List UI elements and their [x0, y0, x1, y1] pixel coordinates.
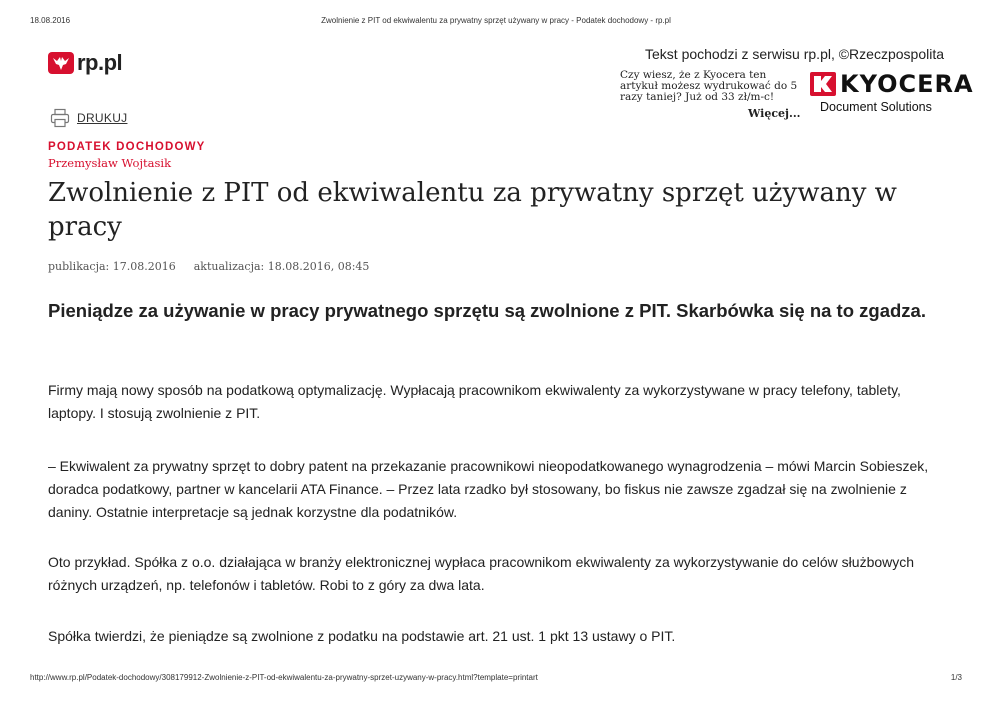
- ad-text[interactable]: Czy wiesz, że z Kyocera ten artykuł możesz wydrukować do 5 razy taniej? Już od 33 zł/m-c!: [620, 69, 798, 103]
- updated-date: aktualizacja: 18.08.2016, 08:45: [193, 260, 370, 273]
- article-paragraph: Firmy mają nowy sposób na podatkową optymalizację. Wypłacają pracownikom ekwiwalenty za wykorzystywane w pracy telefony, tablety, laptopy. I stosują zwolnienie z PIT.: [48, 382, 901, 421]
- article-paragraph: – Ekwiwalent za prywatny sprzęt to dobry patent na przekazanie pracownikowi nieopodatkowanego wynagrodzenia – mówi Marcin Sobieszek, doradca podatkowy, partner w kancelarii ATA Finance. – Przez lata rzadko był stosowany, bo fiskus nie zawsze zgadzał się na zwolnienie z daniny. Ostatnie interpretacje są jednak korzystne dla podatników.: [48, 458, 929, 520]
- logo-text: rp.pl: [77, 50, 123, 75]
- article-dates: [48, 260, 369, 273]
- kyocera-logo[interactable]: [810, 70, 974, 114]
- print-date: 18.08.2016: [30, 16, 71, 25]
- page-number: 1/3: [950, 673, 962, 682]
- article-category[interactable]: PODATEK DOCHODOWY: [48, 141, 206, 153]
- ad-more-link[interactable]: Więcej...: [748, 107, 801, 120]
- eagle-icon: [48, 52, 74, 74]
- source-note: Tekst pochodzi z serwisu rp.pl, ©Rzeczpospolita: [645, 46, 944, 62]
- article-title: Zwolnienie z PIT od ekwiwalentu za prywatny sprzęt używany w pracy: [48, 178, 897, 242]
- article-paragraph: Oto przykład. Spółka z o.o. działająca w branży elektronicznej wypłaca pracownikom ekwiwalenty za wykorzystywanie do celów służbowych różnych urządzeń, np. telefonów i tabletów. Robi to z góry za dwa lata.: [48, 554, 915, 593]
- rp-logo[interactable]: [48, 50, 122, 76]
- article-paragraph: Spółka twierdzi, że pieniądze są zwolnione z podatku na podstawie art. 21 ust. 1 pkt 13 ustawy o PIT.: [48, 628, 676, 644]
- kyocera-sub: Document Solutions: [820, 100, 932, 114]
- published-date: publikacja: 17.08.2016: [48, 260, 176, 273]
- printer-icon: [50, 108, 70, 128]
- print-url: http://www.rp.pl/Podatek-dochodowy/308179912-Zwolnienie-z-PIT-od-ekwiwalentu-za-prywatny-sprzet-uzywany-w-pracy.html?template=printart: [30, 673, 538, 682]
- kyocera-brand: KYOCERA: [840, 70, 974, 98]
- print-label: DRUKUJ: [77, 111, 128, 125]
- article-author[interactable]: Przemysław Wojtasik: [48, 156, 172, 170]
- print-button[interactable]: [50, 108, 127, 128]
- kyocera-mark-icon: [810, 72, 836, 96]
- print-page-title: Zwolnienie z PIT od ekwiwalentu za prywatny sprzęt używany w pracy - Podatek dochodowy - rp.pl: [321, 16, 671, 25]
- article-lead: Pieniądze za używanie w pracy prywatnego sprzętu są zwolnione z PIT. Skarbówka się na to zgadza.: [48, 300, 926, 321]
